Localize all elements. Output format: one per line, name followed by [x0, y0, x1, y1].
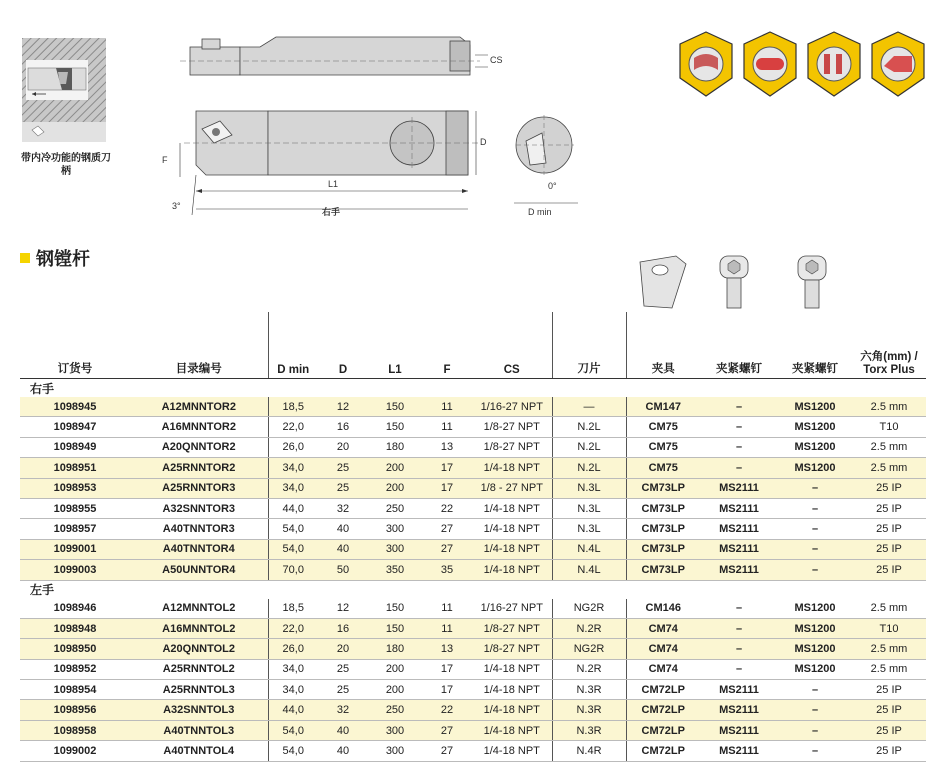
- cell-catalog-number: A25RNNTOR3: [130, 478, 268, 498]
- cell-dmin: 44,0: [268, 498, 318, 518]
- cell-l1: 300: [368, 519, 422, 539]
- cell-d: 40: [318, 741, 368, 761]
- cell-l1: 150: [368, 417, 422, 437]
- badge-boring-icon: [744, 32, 796, 96]
- cell-dmin: 34,0: [268, 680, 318, 700]
- cell-insert: N.3L: [552, 519, 626, 539]
- cell-clamp-screw: –: [700, 639, 778, 659]
- cell-catalog-number: A20QNNTOR2: [130, 437, 268, 457]
- cell-insert: N.2L: [552, 437, 626, 457]
- group-label: 左手: [30, 583, 55, 598]
- cell-clamp-screw: MS2111: [700, 498, 778, 518]
- f-label: F: [162, 155, 168, 165]
- cell-cs: 1/4-18 NPT: [472, 680, 552, 700]
- cell-clamp-screw: MS2111: [700, 700, 778, 720]
- cell-f: 17: [422, 659, 472, 679]
- cell-order-number: 1098953: [20, 478, 130, 498]
- cell-clamp-screw-2: MS1200: [778, 417, 852, 437]
- header-l1: L1: [368, 312, 422, 379]
- group-row: [20, 580, 926, 599]
- cell-clamp-screw: –: [700, 659, 778, 679]
- cell-hex-torx: 2.5 mm: [852, 639, 926, 659]
- clamp-screw-2-icon: [798, 256, 826, 308]
- cell-hex-torx: 2.5 mm: [852, 659, 926, 679]
- cell-l1: 200: [368, 680, 422, 700]
- header-insert: 刀片: [552, 312, 626, 379]
- cell-cs: 1/4-18 NPT: [472, 741, 552, 761]
- cell-clamp: CM147: [626, 397, 700, 417]
- boring-bar-application-image: [22, 38, 106, 142]
- badge-threading-icon: [680, 32, 732, 96]
- dmin-label: D min: [528, 207, 552, 217]
- cell-dmin: 44,0: [268, 700, 318, 720]
- cell-dmin: 34,0: [268, 478, 318, 498]
- cell-dmin: 34,0: [268, 458, 318, 478]
- cell-clamp-screw-2: –: [778, 720, 852, 740]
- cell-catalog-number: A16MNNTOR2: [130, 417, 268, 437]
- header-catalog-number: 目录编号: [130, 312, 268, 379]
- cell-f: 11: [422, 417, 472, 437]
- cell-cs: 1/4-18 NPT: [472, 720, 552, 740]
- cell-l1: 150: [368, 397, 422, 417]
- header-clamp-screw: 夹紧螺钉: [700, 312, 778, 379]
- header-hex-torx: 六角(mm) / Torx Plus: [852, 312, 926, 379]
- group-label: 右手: [30, 381, 55, 396]
- cell-l1: 200: [368, 659, 422, 679]
- cell-insert: N.2R: [552, 659, 626, 679]
- cell-hex-torx: 25 IP: [852, 560, 926, 580]
- cell-catalog-number: A12MNNTOL2: [130, 599, 268, 619]
- clamp-screw-icon: [720, 256, 748, 308]
- cell-clamp-screw-2: –: [778, 498, 852, 518]
- cell-d: 40: [318, 519, 368, 539]
- cell-insert: NG2R: [552, 639, 626, 659]
- table-row: [20, 539, 926, 559]
- cell-cs: 1/16-27 NPT: [472, 397, 552, 417]
- cell-clamp: CM73LP: [626, 560, 700, 580]
- cell-d: 32: [318, 700, 368, 720]
- cell-clamp-screw: –: [700, 417, 778, 437]
- section-bullet-icon: [20, 253, 30, 263]
- cell-clamp-screw-2: –: [778, 539, 852, 559]
- cell-dmin: 54,0: [268, 519, 318, 539]
- application-badges: [676, 30, 928, 100]
- cell-l1: 150: [368, 599, 422, 619]
- cell-clamp-screw: MS2111: [700, 478, 778, 498]
- cell-insert: N.3R: [552, 720, 626, 740]
- cell-l1: 180: [368, 437, 422, 457]
- table-row: [20, 397, 926, 417]
- boring-bar-technical-drawing: [150, 25, 580, 225]
- header-order-number: 订货号: [20, 312, 130, 379]
- cell-catalog-number: A40TNNTOL3: [130, 720, 268, 740]
- cell-order-number: 1098946: [20, 599, 130, 619]
- table-body: [20, 379, 926, 762]
- cell-dmin: 54,0: [268, 720, 318, 740]
- cell-clamp-screw: MS2111: [700, 539, 778, 559]
- cell-clamp-screw-2: MS1200: [778, 639, 852, 659]
- badge-profiling-icon: [872, 32, 924, 96]
- cell-hex-torx: 2.5 mm: [852, 437, 926, 457]
- cell-f: 11: [422, 599, 472, 619]
- tool-caption: 带内冷功能的钢质刀柄: [21, 153, 111, 177]
- cell-order-number: 1098945: [20, 397, 130, 417]
- cell-hex-torx: T10: [852, 417, 926, 437]
- cell-dmin: 54,0: [268, 539, 318, 559]
- cell-f: 27: [422, 720, 472, 740]
- cell-l1: 180: [368, 639, 422, 659]
- cell-hex-torx: T10: [852, 618, 926, 638]
- cell-clamp-screw: –: [700, 618, 778, 638]
- cell-cs: 1/4-18 NPT: [472, 519, 552, 539]
- cell-catalog-number: A25RNNTOL3: [130, 680, 268, 700]
- cell-catalog-number: A40TNNTOR3: [130, 519, 268, 539]
- cell-clamp-screw-2: MS1200: [778, 659, 852, 679]
- cell-l1: 250: [368, 498, 422, 518]
- cell-clamp: CM73LP: [626, 498, 700, 518]
- cell-f: 27: [422, 539, 472, 559]
- cell-dmin: 18,5: [268, 599, 318, 619]
- component-pictograms: [630, 250, 860, 320]
- cell-hex-torx: 2.5 mm: [852, 458, 926, 478]
- cell-order-number: 1098954: [20, 680, 130, 700]
- cell-clamp-screw-2: –: [778, 680, 852, 700]
- cell-insert: N.2L: [552, 458, 626, 478]
- cell-clamp-screw: –: [700, 397, 778, 417]
- cell-d: 25: [318, 458, 368, 478]
- cell-hex-torx: 2.5 mm: [852, 599, 926, 619]
- cell-d: 25: [318, 478, 368, 498]
- cell-order-number: 1098948: [20, 618, 130, 638]
- cell-insert: N.3R: [552, 700, 626, 720]
- cell-order-number: 1098955: [20, 498, 130, 518]
- cell-f: 27: [422, 519, 472, 539]
- cell-insert: —: [552, 397, 626, 417]
- cell-l1: 150: [368, 618, 422, 638]
- cell-insert: N.2R: [552, 618, 626, 638]
- cell-clamp-screw-2: –: [778, 560, 852, 580]
- cell-clamp: CM146: [626, 599, 700, 619]
- cell-clamp-screw-2: –: [778, 741, 852, 761]
- table-row: [20, 437, 926, 457]
- badge-grooving-icon: [808, 32, 860, 96]
- cell-d: 25: [318, 659, 368, 679]
- cell-cs: 1/4-18 NPT: [472, 498, 552, 518]
- cell-l1: 300: [368, 539, 422, 559]
- cell-clamp: CM75: [626, 437, 700, 457]
- cell-f: 17: [422, 478, 472, 498]
- cell-cs: 1/4-18 NPT: [472, 560, 552, 580]
- cell-clamp: CM74: [626, 659, 700, 679]
- section-title-text: 钢镗杆: [36, 249, 90, 269]
- cs-label: CS: [490, 55, 503, 65]
- cell-order-number: 1098947: [20, 417, 130, 437]
- cell-dmin: 70,0: [268, 560, 318, 580]
- cell-hex-torx: 25 IP: [852, 741, 926, 761]
- cell-cs: 1/8-27 NPT: [472, 417, 552, 437]
- cell-hex-torx: 25 IP: [852, 700, 926, 720]
- cell-catalog-number: A40TNNTOL4: [130, 741, 268, 761]
- cell-hex-torx: 25 IP: [852, 498, 926, 518]
- cell-clamp: CM72LP: [626, 700, 700, 720]
- table-header-row: [20, 312, 926, 379]
- table-row: [20, 720, 926, 740]
- header-dmin: D min: [268, 312, 318, 379]
- cell-insert: N.4L: [552, 539, 626, 559]
- table-row: [20, 519, 926, 539]
- cell-hex-torx: 25 IP: [852, 680, 926, 700]
- cell-order-number: 1099002: [20, 741, 130, 761]
- group-row: [20, 379, 926, 398]
- cell-insert: N.2L: [552, 417, 626, 437]
- cell-cs: 1/8-27 NPT: [472, 639, 552, 659]
- cell-d: 20: [318, 639, 368, 659]
- cell-l1: 300: [368, 720, 422, 740]
- table-row: [20, 498, 926, 518]
- cell-clamp: CM74: [626, 639, 700, 659]
- header-clamp-screw-2: 夹紧螺钉: [778, 312, 852, 379]
- cell-insert: N.4L: [552, 560, 626, 580]
- table-row: [20, 700, 926, 720]
- cell-clamp-screw: MS2111: [700, 680, 778, 700]
- cell-dmin: 26,0: [268, 639, 318, 659]
- cell-catalog-number: A50UNNTOR4: [130, 560, 268, 580]
- cell-dmin: 26,0: [268, 437, 318, 457]
- cell-l1: 300: [368, 741, 422, 761]
- cell-f: 17: [422, 458, 472, 478]
- cell-hex-torx: 25 IP: [852, 720, 926, 740]
- cell-dmin: 22,0: [268, 618, 318, 638]
- cell-l1: 200: [368, 458, 422, 478]
- cell-f: 11: [422, 397, 472, 417]
- cell-cs: 1/16-27 NPT: [472, 599, 552, 619]
- cell-order-number: 1098950: [20, 639, 130, 659]
- l1-label: L1: [328, 179, 339, 189]
- cell-clamp-screw-2: MS1200: [778, 397, 852, 417]
- cell-dmin: 18,5: [268, 397, 318, 417]
- header-clamp: 夹具: [626, 312, 700, 379]
- cell-order-number: 1098949: [20, 437, 130, 457]
- table-row: [20, 639, 926, 659]
- cell-hex-torx: 25 IP: [852, 519, 926, 539]
- cell-clamp-screw: MS2111: [700, 560, 778, 580]
- cell-cs: 1/8 - 27 NPT: [472, 478, 552, 498]
- cell-d: 16: [318, 618, 368, 638]
- table-row: [20, 618, 926, 638]
- cell-clamp-screw-2: –: [778, 478, 852, 498]
- cell-cs: 1/4-18 NPT: [472, 539, 552, 559]
- table-row: [20, 478, 926, 498]
- cell-f: 11: [422, 618, 472, 638]
- cell-cs: 1/4-18 NPT: [472, 458, 552, 478]
- cell-clamp: CM74: [626, 618, 700, 638]
- table-row: [20, 741, 926, 761]
- cell-d: 20: [318, 437, 368, 457]
- header-d: D: [318, 312, 368, 379]
- table-row: [20, 680, 926, 700]
- cell-d: 25: [318, 680, 368, 700]
- cell-insert: N.3L: [552, 498, 626, 518]
- cell-catalog-number: A16MNNTOL2: [130, 618, 268, 638]
- table-row: [20, 599, 926, 619]
- cell-clamp-screw: MS2111: [700, 741, 778, 761]
- cell-order-number: 1098958: [20, 720, 130, 740]
- cell-hex-torx: 2.5 mm: [852, 397, 926, 417]
- cell-order-number: 1098952: [20, 659, 130, 679]
- cell-clamp: CM75: [626, 458, 700, 478]
- cell-clamp-screw: MS2111: [700, 720, 778, 740]
- table-row: [20, 417, 926, 437]
- cell-hex-torx: 25 IP: [852, 478, 926, 498]
- angle-0-label: 0°: [548, 181, 557, 191]
- cell-f: 27: [422, 741, 472, 761]
- header-cs: CS: [472, 312, 552, 379]
- cell-clamp-screw: –: [700, 458, 778, 478]
- cell-catalog-number: A25RNNTOR2: [130, 458, 268, 478]
- cell-order-number: 1099003: [20, 560, 130, 580]
- cell-catalog-number: A32SNNTOR3: [130, 498, 268, 518]
- cell-f: 13: [422, 639, 472, 659]
- cell-clamp-screw-2: MS1200: [778, 599, 852, 619]
- cell-clamp-screw-2: MS1200: [778, 437, 852, 457]
- cell-f: 13: [422, 437, 472, 457]
- cell-clamp: CM73LP: [626, 478, 700, 498]
- cell-f: 22: [422, 498, 472, 518]
- cell-l1: 250: [368, 700, 422, 720]
- cell-clamp: CM72LP: [626, 680, 700, 700]
- cell-clamp-screw: –: [700, 599, 778, 619]
- cell-catalog-number: A40TNNTOR4: [130, 539, 268, 559]
- section-title: [20, 246, 90, 270]
- cell-clamp-screw: –: [700, 437, 778, 457]
- table-row: [20, 659, 926, 679]
- table-row: [20, 560, 926, 580]
- cell-clamp: CM75: [626, 417, 700, 437]
- cell-d: 40: [318, 720, 368, 740]
- cell-f: 17: [422, 680, 472, 700]
- cell-clamp: CM73LP: [626, 539, 700, 559]
- cell-dmin: 22,0: [268, 417, 318, 437]
- cell-insert: N.3L: [552, 478, 626, 498]
- right-hand-label: 右手: [322, 207, 341, 217]
- cell-cs: 1/4-18 NPT: [472, 659, 552, 679]
- cell-d: 40: [318, 539, 368, 559]
- cell-insert: N.3R: [552, 680, 626, 700]
- cell-catalog-number: A25RNNTOL2: [130, 659, 268, 679]
- cell-cs: 1/4-18 NPT: [472, 700, 552, 720]
- cell-order-number: 1098957: [20, 519, 130, 539]
- cell-clamp: CM72LP: [626, 720, 700, 740]
- clamp-icon: [640, 256, 686, 308]
- cell-l1: 200: [368, 478, 422, 498]
- cell-cs: 1/8-27 NPT: [472, 618, 552, 638]
- cell-d: 12: [318, 397, 368, 417]
- cell-d: 50: [318, 560, 368, 580]
- angle-3-label: 3°: [172, 201, 181, 211]
- cell-clamp-screw-2: –: [778, 700, 852, 720]
- cell-catalog-number: A12MNNTOR2: [130, 397, 268, 417]
- header-f: F: [422, 312, 472, 379]
- cell-catalog-number: A32SNNTOL3: [130, 700, 268, 720]
- cell-dmin: 54,0: [268, 741, 318, 761]
- cell-clamp-screw-2: MS1200: [778, 618, 852, 638]
- cell-order-number: 1099001: [20, 539, 130, 559]
- cell-clamp-screw-2: MS1200: [778, 458, 852, 478]
- cell-f: 22: [422, 700, 472, 720]
- cell-d: 32: [318, 498, 368, 518]
- cell-clamp-screw-2: –: [778, 519, 852, 539]
- cell-clamp: CM72LP: [626, 741, 700, 761]
- cell-insert: N.4R: [552, 741, 626, 761]
- d-label: D: [480, 137, 487, 147]
- cell-catalog-number: A20QNNTOL2: [130, 639, 268, 659]
- cell-order-number: 1098956: [20, 700, 130, 720]
- cell-clamp: CM73LP: [626, 519, 700, 539]
- cell-insert: NG2R: [552, 599, 626, 619]
- product-table: [20, 312, 926, 762]
- cell-d: 12: [318, 599, 368, 619]
- table-row: [20, 458, 926, 478]
- cell-l1: 350: [368, 560, 422, 580]
- cell-f: 35: [422, 560, 472, 580]
- cell-cs: 1/8-27 NPT: [472, 437, 552, 457]
- cell-dmin: 34,0: [268, 659, 318, 679]
- cell-hex-torx: 25 IP: [852, 539, 926, 559]
- cell-clamp-screw: MS2111: [700, 519, 778, 539]
- cell-d: 16: [318, 417, 368, 437]
- cell-order-number: 1098951: [20, 458, 130, 478]
